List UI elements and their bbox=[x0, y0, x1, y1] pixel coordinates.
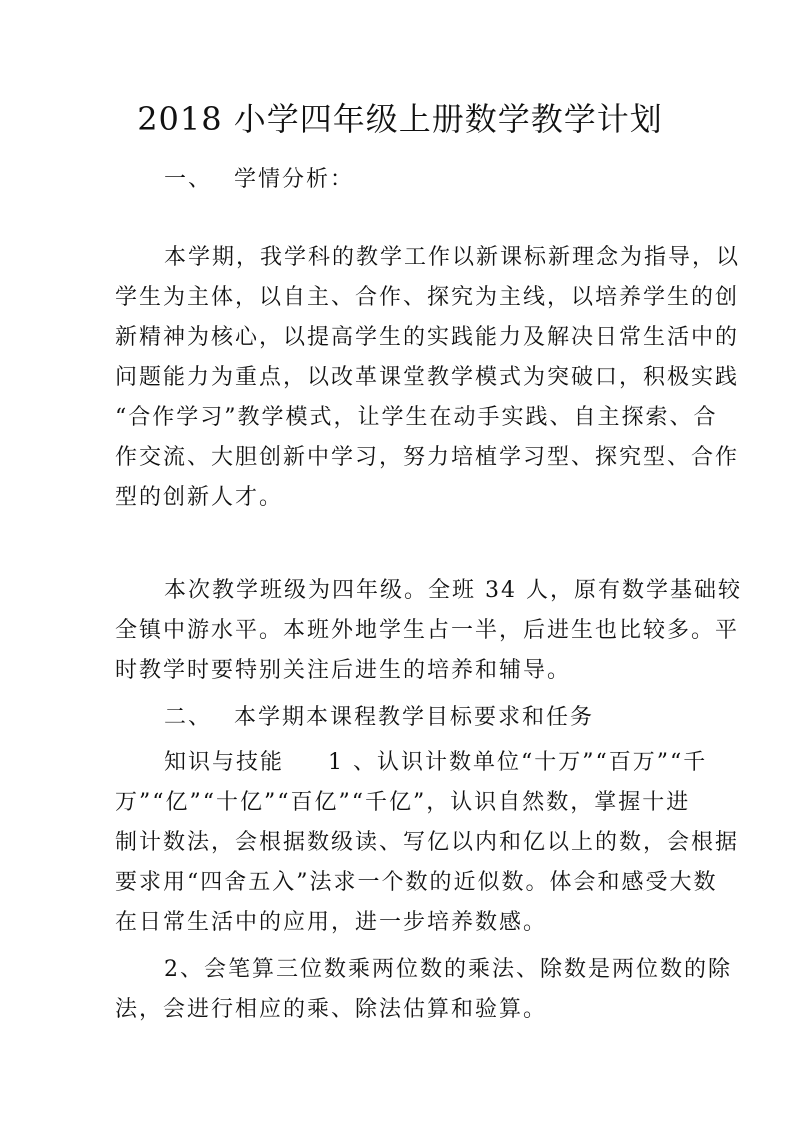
section-2-number: 二、 bbox=[164, 705, 213, 730]
knowledge-line-3: 制计数法，会根据数级读、写亿以内和亿以上的数，会根据 bbox=[115, 830, 740, 855]
knowledge-first-line bbox=[164, 745, 707, 781]
document-title: 2018 小学四年级上册数学教学计划 bbox=[137, 100, 663, 138]
item2-line-1: 2、会笔算三位数乘两位数的乘法、除数是两位数的除 bbox=[164, 957, 732, 982]
para1-line-2: 学生为主体，以自主、合作、探究为主线，以培养学生的创 bbox=[115, 285, 740, 310]
para2-line-2: 全镇中游水平。本班外地学生占一半，后进生也比较多。平 bbox=[115, 618, 740, 643]
para1-line-7: 型的创新人才。 bbox=[115, 485, 284, 510]
para1-line-6: 作交流、大胆创新中学习，努力培植学习型、探究型、合作 bbox=[115, 445, 740, 470]
section-2-heading-line bbox=[164, 700, 594, 736]
knowledge-line-2: 万”“亿”“十亿”“百亿”“千亿”，认识自然数，掌握十进 bbox=[115, 790, 691, 815]
para1-line-1: 本学期，我学科的教学工作以新课标新理念为指导，以 bbox=[164, 245, 741, 270]
knowledge-line-5: 在日常生活中的应用，进一步培养数感。 bbox=[115, 910, 548, 935]
section-1-heading: 学情分析： bbox=[234, 167, 355, 192]
para1-line-3: 新精神为核心，以提高学生的实践能力及解决日常生活中的 bbox=[115, 325, 740, 350]
para2-line-3: 时教学时要特别关注后进生的培养和辅导。 bbox=[115, 658, 572, 683]
para1-line-5: “合作学习”教学模式，让学生在动手实践、自主探索、合 bbox=[115, 405, 718, 430]
knowledge-label: 知识与技能 bbox=[164, 750, 285, 775]
section-1-number: 一、 bbox=[164, 167, 213, 192]
section-1-heading-line bbox=[164, 162, 354, 198]
knowledge-line-4: 要求用“四舍五入”法求一个数的近似数。体会和感受大数 bbox=[115, 870, 718, 895]
knowledge-item-1: 1 、认识计数单位“十万”“百万”“千 bbox=[328, 750, 708, 775]
para2-line-1: 本次教学班级为四年级。全班 34 人，原有数学基础较 bbox=[164, 578, 742, 603]
item2-line-2: 法，会进行相应的乘、除法估算和验算。 bbox=[115, 997, 548, 1022]
para1-line-4: 问题能力为重点，以改革课堂教学模式为突破口，积极实践 bbox=[115, 365, 740, 390]
section-2-heading: 本学期本课程教学目标要求和任务 bbox=[234, 705, 595, 730]
